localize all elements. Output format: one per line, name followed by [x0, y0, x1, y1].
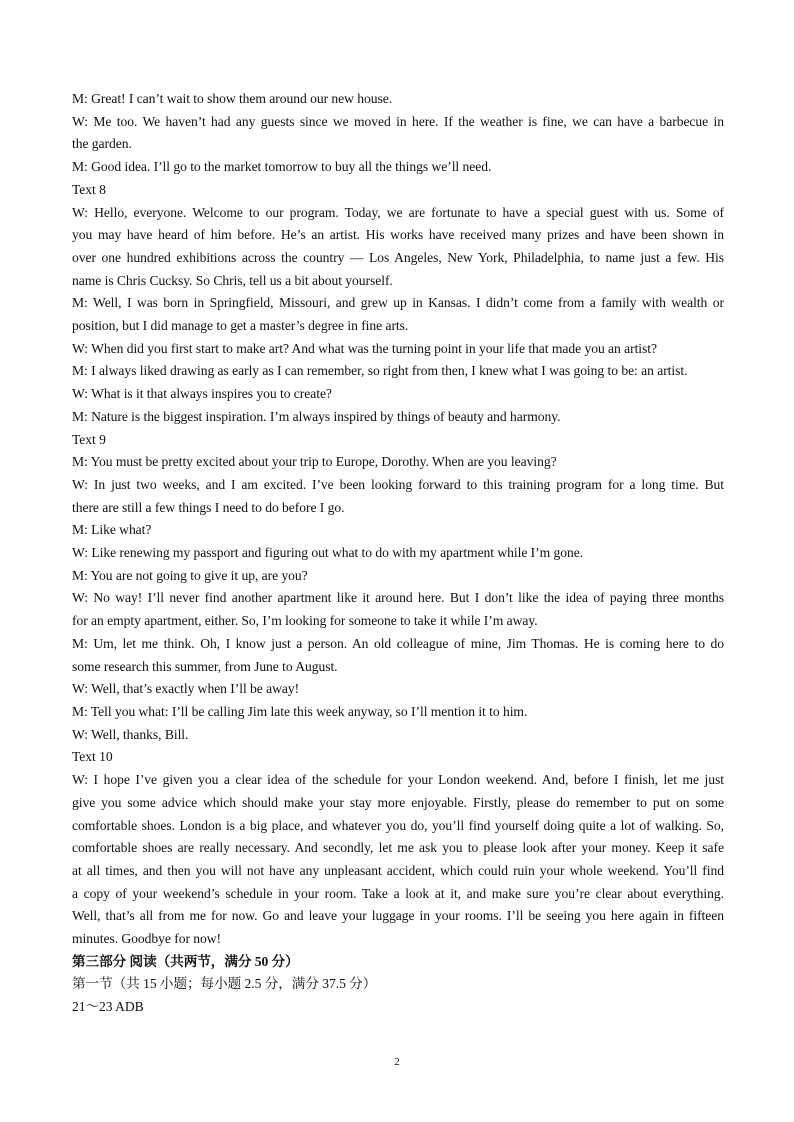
monologue-line: Well, that’s all from me for now. Go and leave your luggage in your rooms. I’ll be seeing you here again in fifteen — [72, 908, 724, 924]
dialogue-line: for an empty apartment, either. So, I’m looking for someone to take it while I’m away. — [72, 613, 538, 629]
dialogue-line: M: Like what? — [72, 522, 152, 538]
document-body — [72, 88, 724, 1019]
dialogue-line: M: Great! I can’t wait to show them around our new house. — [72, 91, 393, 106]
dialogue-line: position, but I did manage to get a master’s degree in fine arts. — [72, 318, 409, 334]
dialogue-line: W: Well, that’s exactly when I’ll be away! — [72, 681, 300, 697]
monologue-line: comfortable shoes are really necessary. And secondly, let me ask you to please look after your money. Keep it safe — [72, 840, 724, 856]
dialogue-line: over one hundred exhibitions across the country — Los Angeles, New York, Philadelphia, to name just a few. His — [72, 249, 724, 265]
subsection-heading: 第一节（共 15 小题；每小题 2.5 分，满分 37.5 分） — [72, 976, 377, 992]
dialogue-line: W: Hello, everyone. Welcome to our program. Today, we are fortunate to have a special guest with us. Some of — [72, 204, 724, 220]
dialogue-line: M: Um, let me think. Oh, I know just a person. An old colleague of mine, Jim Thomas. He is coming here to do — [72, 635, 724, 651]
dialogue-line: M: I always liked drawing as early as I can remember, so right from then, I knew what I was going to be: an artist. — [72, 363, 688, 379]
section-heading: Text 10 — [72, 749, 113, 765]
monologue-line: comfortable shoes. London is a big place, and whatever you do, you’ll find yourself doing quite a lot of walking. So, — [72, 817, 724, 833]
dialogue-line: W: No way! I’ll never find another apartment like it around here. But I don’t like the idea of paying three months — [72, 590, 724, 606]
monologue-line: W: I hope I’ve given you a clear idea of the schedule for your London weekend. And, before I finish, let me just — [72, 772, 724, 788]
monologue-line: give you some advice which should make your stay more enjoyable. Firstly, please do remember to put on some — [72, 794, 724, 810]
dialogue-line: you may have heard of him before. He’s an artist. His works have received many prizes and have been shown in — [72, 227, 724, 243]
dialogue-line: M: You are not going to give it up, are you? — [72, 567, 308, 583]
section-heading: Text 8 — [72, 181, 106, 197]
monologue-line: at all times, and then you will not have any unpleasant accident, which could ruin your whole weekend. You’ll find — [72, 862, 724, 878]
dialogue-line: the garden. — [72, 136, 132, 152]
monologue-line: a copy of your weekend’s schedule in your room. Take a look at it, and make sure you’re clear about everything. — [72, 885, 724, 901]
dialogue-line: there are still a few things I need to do before I go. — [72, 499, 345, 515]
answer-line: 21～23 ADB — [72, 999, 144, 1015]
dialogue-line: W: When did you first start to make art? And what was the turning point in your life that made you an artist? — [72, 340, 657, 356]
dialogue-line: W: What is it that always inspires you to create? — [72, 386, 332, 402]
dialogue-line: W: In just two weeks, and I am excited. I’ve been looking forward to this training program for a long time. But — [72, 476, 724, 492]
page-number: 2 — [394, 1056, 400, 1068]
dialogue-line: some research this summer, from June to August. — [72, 658, 338, 674]
dialogue-line: M: Well, I was born in Springfield, Missouri, and grew up in Kansas. I didn’t come from a family with wealth or — [72, 295, 724, 311]
dialogue-line: M: Good idea. I’ll go to the market tomorrow to buy all the things we’ll need. — [72, 159, 492, 175]
dialogue-line: W: Well, thanks, Bill. — [72, 726, 189, 742]
dialogue-line: M: Tell you what: I’ll be calling Jim late this week anyway, so I’ll mention it to him. — [72, 703, 528, 719]
dialogue-line: W: Me too. We haven’t had any guests since we moved in here. If the weather is fine, we can have a barbecue in — [72, 113, 724, 129]
section-heading: Text 9 — [72, 431, 106, 447]
monologue-line: minutes. Goodbye for now! — [72, 931, 222, 947]
dialogue-line: M: Nature is the biggest inspiration. I’m always inspired by things of beauty and harmony. — [72, 408, 561, 424]
dialogue-line: name is Chris Cucksy. So Chris, tell us a bit about yourself. — [72, 272, 393, 288]
dialogue-line: M: You must be pretty excited about your trip to Europe, Dorothy. When are you leaving? — [72, 454, 557, 470]
dialogue-line: W: Like renewing my passport and figuring out what to do with my apartment while I’m gone. — [72, 545, 584, 561]
part-heading: 第三部分 阅读（共两节，满分 50 分） — [72, 953, 299, 969]
